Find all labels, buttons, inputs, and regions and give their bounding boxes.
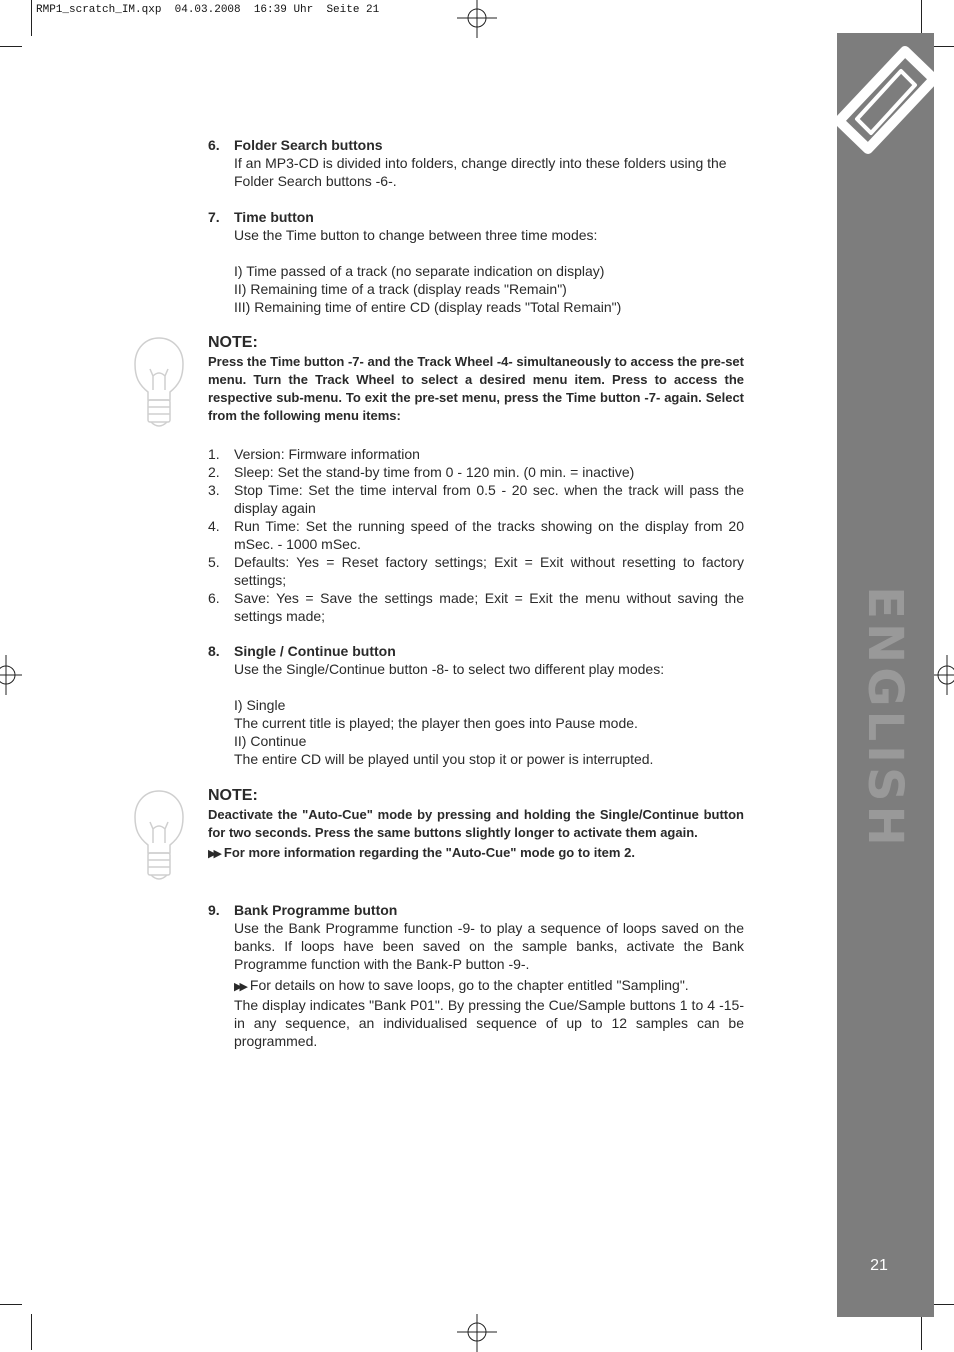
section-single-continue xyxy=(208,642,744,768)
section-number: 8. xyxy=(208,643,220,659)
section-title: Single / Continue button xyxy=(234,643,396,659)
section-text: If an MP3-CD is divided into folders, change directly into these folders using the Folder Search buttons -6-. xyxy=(234,155,727,189)
menu-item-list xyxy=(208,445,744,625)
lightbulb-icon xyxy=(134,336,184,431)
list-item-text: Version: Firmware information xyxy=(234,446,420,462)
registration-mark-bottom xyxy=(457,1312,497,1352)
cross-reference-text: For details on how to save loops, go to the chapter entitled "Sampling". xyxy=(249,977,689,993)
play-mode-line: I) Single xyxy=(234,697,286,713)
crop-mark xyxy=(932,46,954,47)
section-heading xyxy=(208,208,744,226)
cross-reference xyxy=(208,844,744,863)
crop-mark xyxy=(31,1314,32,1350)
section-number: 6. xyxy=(208,137,220,153)
crop-mark xyxy=(921,1314,922,1350)
time-mode: I) Time passed of a track (no separate indication on display) xyxy=(234,263,605,279)
list-item-text: Save: Yes = Save the settings made; Exit = Exit the menu without saving the settings made; xyxy=(234,590,744,624)
lightbulb-icon xyxy=(134,789,184,884)
list-item-number: 1. xyxy=(208,446,220,462)
list-item-text: Sleep: Set the stand-by time from 0 - 120 min. (0 min. = inactive) xyxy=(234,464,635,480)
note-title: NOTE: xyxy=(208,334,258,351)
section-number: 9. xyxy=(208,902,220,918)
list-item xyxy=(208,445,744,463)
list-item-number: 5. xyxy=(208,554,220,570)
registration-mark-left xyxy=(0,655,26,695)
crop-mark xyxy=(31,0,32,36)
time-mode-list xyxy=(234,262,744,316)
section-bank-programme xyxy=(208,901,744,1050)
section-time-button xyxy=(208,208,744,316)
cross-reference-text: For more information regarding the "Auto-Cue" mode go to item 2. xyxy=(223,845,635,860)
list-item-text: Stop Time: Set the time interval from 0.5 - 20 sec. when the track will pass the display again xyxy=(234,482,744,516)
list-item xyxy=(208,517,744,553)
page-number: 21 xyxy=(870,1257,888,1274)
play-mode-line: The entire CD will be played until you stop it or power is interrupted. xyxy=(234,751,654,767)
double-arrow-icon: ▶▶ xyxy=(234,981,245,993)
section-text: Use the Bank Programme function -9- to play a sequence of loops saved on the banks. If loops have been saved on the sample banks, activate the Bank Programme function with the Bank-P button -9-. xyxy=(234,920,744,972)
play-mode-line: II) Continue xyxy=(234,733,307,749)
section-heading xyxy=(208,901,744,919)
list-item xyxy=(208,553,744,589)
brand-logo-icon xyxy=(837,33,934,163)
section-text: Use the Single/Continue button -8- to select two different play modes: xyxy=(234,661,665,677)
crop-mark xyxy=(932,1304,954,1305)
section-text: Use the Time button to change between three time modes: xyxy=(234,227,598,243)
time-mode: II) Remaining time of a track (display reads "Remain") xyxy=(234,281,567,297)
section-title: Time button xyxy=(234,209,314,225)
language-label: ENGLISH xyxy=(857,586,913,850)
print-slug: RMP1_scratch_IM.qxp 04.03.2008 16:39 Uhr Seite 21 xyxy=(36,4,380,16)
list-item-text: Defaults: Yes = Reset factory settings; Exit = Exit without resetting to factory settings; xyxy=(234,554,744,588)
time-mode: III) Remaining time of entire CD (display reads "Total Remain") xyxy=(234,299,622,315)
list-item-number: 2. xyxy=(208,464,220,480)
section-folder-search xyxy=(208,136,744,190)
list-item xyxy=(208,589,744,625)
list-item-number: 3. xyxy=(208,482,220,498)
note-box xyxy=(208,333,744,425)
section-heading xyxy=(208,136,744,154)
cross-reference xyxy=(234,976,744,996)
note-box xyxy=(208,786,744,863)
list-item xyxy=(208,463,744,481)
note-text: Press the Time button -7- and the Track Wheel -4- simultaneously to access the pre-set menu. Turn the Track Wheel to select a desired menu item. Press to access the respective sub-menu. To exit the pre-set menu, press the Time button -7- again. Select from the following menu items: xyxy=(208,354,744,423)
play-mode-list xyxy=(234,696,744,768)
section-heading xyxy=(208,642,744,660)
double-arrow-icon: ▶▶ xyxy=(208,848,219,860)
crop-mark xyxy=(0,1304,22,1305)
crop-mark xyxy=(921,0,922,36)
list-item xyxy=(208,481,744,517)
note-title: NOTE: xyxy=(208,787,258,804)
registration-mark-top xyxy=(457,0,497,40)
section-title: Folder Search buttons xyxy=(234,137,383,153)
language-sidebar xyxy=(837,33,934,1317)
play-mode-line: The current title is played; the player then goes into Pause mode. xyxy=(234,715,638,731)
list-item-number: 4. xyxy=(208,518,220,534)
crop-mark xyxy=(0,46,22,47)
section-title: Bank Programme button xyxy=(234,902,398,918)
note-text: Deactivate the "Auto-Cue" mode by pressing and holding the Single/Continue button for two seconds. Press the same buttons slightly longer to activate them again. xyxy=(208,807,744,840)
list-item-text: Run Time: Set the running speed of the tracks showing on the display from 20 mSec. - 1000 mSec. xyxy=(234,518,744,552)
section-number: 7. xyxy=(208,209,220,225)
section-text: The display indicates "Bank P01". By pressing the Cue/Sample buttons 1 to 4 -15- in any sequence, an individualised sequence of up to 12 samples can be programmed. xyxy=(234,997,744,1049)
list-item-number: 6. xyxy=(208,590,220,606)
